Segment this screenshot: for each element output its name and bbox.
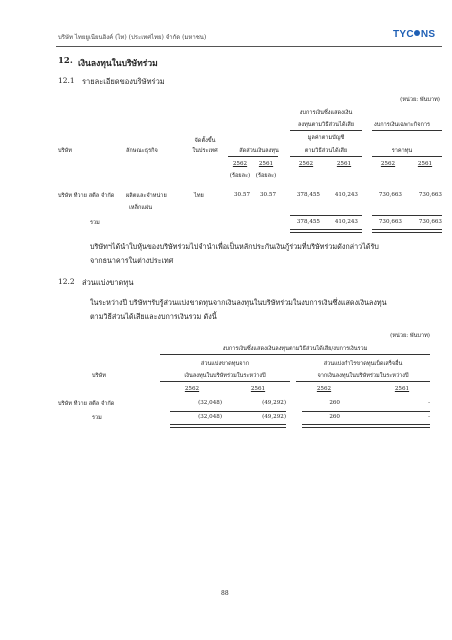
table1-year-4: 2561 [336,161,352,167]
table1-row-business-2: เหล็กแผ่น [129,205,153,211]
table1-total-value-2: 410,243 [334,219,358,225]
table1-separate-header: งบการเงินเฉพาะกิจการ [373,122,431,128]
subsection-number: 12.1 [58,76,75,85]
table1-country-header-1: จัดตั้งขึ้น [194,138,216,144]
table1-business-header: ลักษณะธุรกิจ [126,148,158,154]
table2-loss-underline [160,381,290,382]
table1-equity-header-3: มูลค่าตามบัญชี [307,135,345,141]
company-logo [393,29,435,40]
table2-row-value-2: (49,292) [262,400,286,406]
table2-loss-header-1: ส่วนแบ่งขาดทุนจาก [200,361,250,367]
table1-share-header: สัดส่วนเงินลงทุน [239,148,279,154]
table1-year-1: 2562 [232,161,248,167]
page-number: 88 [221,590,229,597]
table2-group-underline [160,354,430,355]
table2-oci-underline [296,381,430,382]
table2-total-value-4: - [428,414,430,420]
table1-pct-unit-2: (ร้อยละ) [255,173,277,179]
paragraph2-line2: ตามวิธีส่วนได้เสียและงบการเงินรวม ดังนี้ [90,312,217,321]
section-number: 12. [58,56,73,66]
table1-equity-underline-2 [290,156,362,157]
table1-total-rule-2 [372,215,442,216]
section-title: เงินลงทุนในบริษัทร่วม [78,59,158,69]
table2-year-2: 2561 [250,386,266,392]
subsection2-title: ส่วนแบ่งขาดทุน [82,278,134,287]
header-divider [56,46,442,47]
table1-row-country: ไทย [194,193,204,199]
table1-row-business-1: ผลิตและจำหน่าย [126,193,167,199]
table1-row-value-1: 30.57 [233,192,250,198]
table2-oci-header-2: จากเงินลงทุนในบริษัทร่วมในระหว่างปี [317,373,409,379]
table1-row-value-2: 30.57 [259,192,276,198]
table2-oci-header-1: ส่วนแบ่งกำไรขาดทุนเบ็ดเสร็จอื่น [323,361,403,367]
table2-unit: (หน่วย: พันบาท) [390,333,430,339]
paragraph1-line1: บริษัทฯได้นำใบหุ้นของบริษัทร่วมไปจำนำเพื่อเป็นหลักประกันเงินกู้ร่วมที่บริษัทร่วมดังกล่าวได้รับ [90,242,379,251]
table2-total-label: รวม [92,415,102,421]
table2-total-rule-2 [302,411,430,412]
table1-row-value-5: 730,663 [378,192,402,198]
table2-company-header: บริษัท [92,373,106,379]
paragraph1-line2: จากธนาคารในต่างประเทศ [90,256,174,265]
table1-year-5: 2562 [380,161,396,167]
table1-total-rule-1 [290,215,362,216]
company-name: บริษัท ไทยยูเนียนอิงค์ (ไท) (ประเทศไทย) จำกัด (มหาชน) [58,34,207,41]
table2-group-header: งบการเงินซึ่งแสดงเงินลงทุนตามวิธีส่วนได้เสีย/งบการเงินรวม [222,346,368,352]
table1-double-rule-2 [372,229,442,233]
table1-separate-underline-2 [372,156,442,157]
table1-row-company: บริษัท ทีวาย สตีล จำกัด [58,193,115,199]
table1-row-value-4: 410,243 [334,192,358,198]
logo-suffix: NS [420,29,436,40]
table1-company-header: บริษัท [58,148,72,154]
table1-separate-underline [372,130,442,131]
table2-total-value-2: (49,292) [262,414,286,420]
table1-year-3: 2562 [298,161,314,167]
table2-year-4: 2561 [394,386,410,392]
table1-row-value-6: 730,663 [418,192,442,198]
table2-total-value-3: 260 [329,414,340,420]
table2-double-rule-1 [170,424,286,428]
logo-dot-icon [414,30,420,36]
table2-row-company: บริษัท ทีวาย สตีล จำกัด [58,401,115,407]
table2-total-rule-1 [170,411,286,412]
table1-share-underline [228,156,278,157]
table1-year-6: 2561 [417,161,433,167]
table1-total-value-4: 730,663 [418,219,442,225]
table2-row-value-4: - [428,400,430,406]
table1-equity-header-2: ลงทุนตามวิธีส่วนได้เสีย [297,122,355,128]
subsection-title: รายละเอียดของบริษัทร่วม [82,77,165,86]
table2-row-value-1: (32,048) [198,400,222,406]
table1-equity-header-4: ตามวิธีส่วนได้เสีย [304,148,348,154]
table1-double-rule-1 [290,229,362,233]
table2-loss-header-2: เงินลงทุนในบริษัทร่วมในระหว่างปี [184,373,266,379]
table1-equity-header-1: งบการเงินซึ่งแสดงเงิน [299,110,353,116]
logo-prefix: TYC [393,29,414,40]
table2-row-value-3: 260 [329,400,340,406]
table1-total-value-3: 730,663 [378,219,402,225]
table1-unit: (หน่วย: พันบาท) [400,97,440,103]
table1-row-value-3: 378,455 [296,192,320,198]
table2-double-rule-2 [302,424,430,428]
table1-pct-unit-1: (ร้อยละ) [229,173,251,179]
table1-total-label: รวม [90,220,100,226]
table2-year-1: 2562 [184,386,200,392]
table2-total-value-1: (32,048) [198,414,222,420]
table1-total-value-1: 378,455 [296,219,320,225]
table1-year-2: 2561 [258,161,274,167]
table1-separate-header-2: ราคาทุน [391,148,413,154]
subsection2-number: 12.2 [58,277,75,286]
paragraph2-line1: ในระหว่างปี บริษัทฯรับรู้ส่วนแบ่งขาดทุนจากเงินลงทุนในบริษัทร่วมในงบการเงินซึ่งแสดงเงินลงทุน [90,298,387,307]
table1-equity-underline [290,130,362,131]
table2-year-3: 2562 [316,386,332,392]
table1-country-header-2: ในประเทศ [192,148,218,154]
